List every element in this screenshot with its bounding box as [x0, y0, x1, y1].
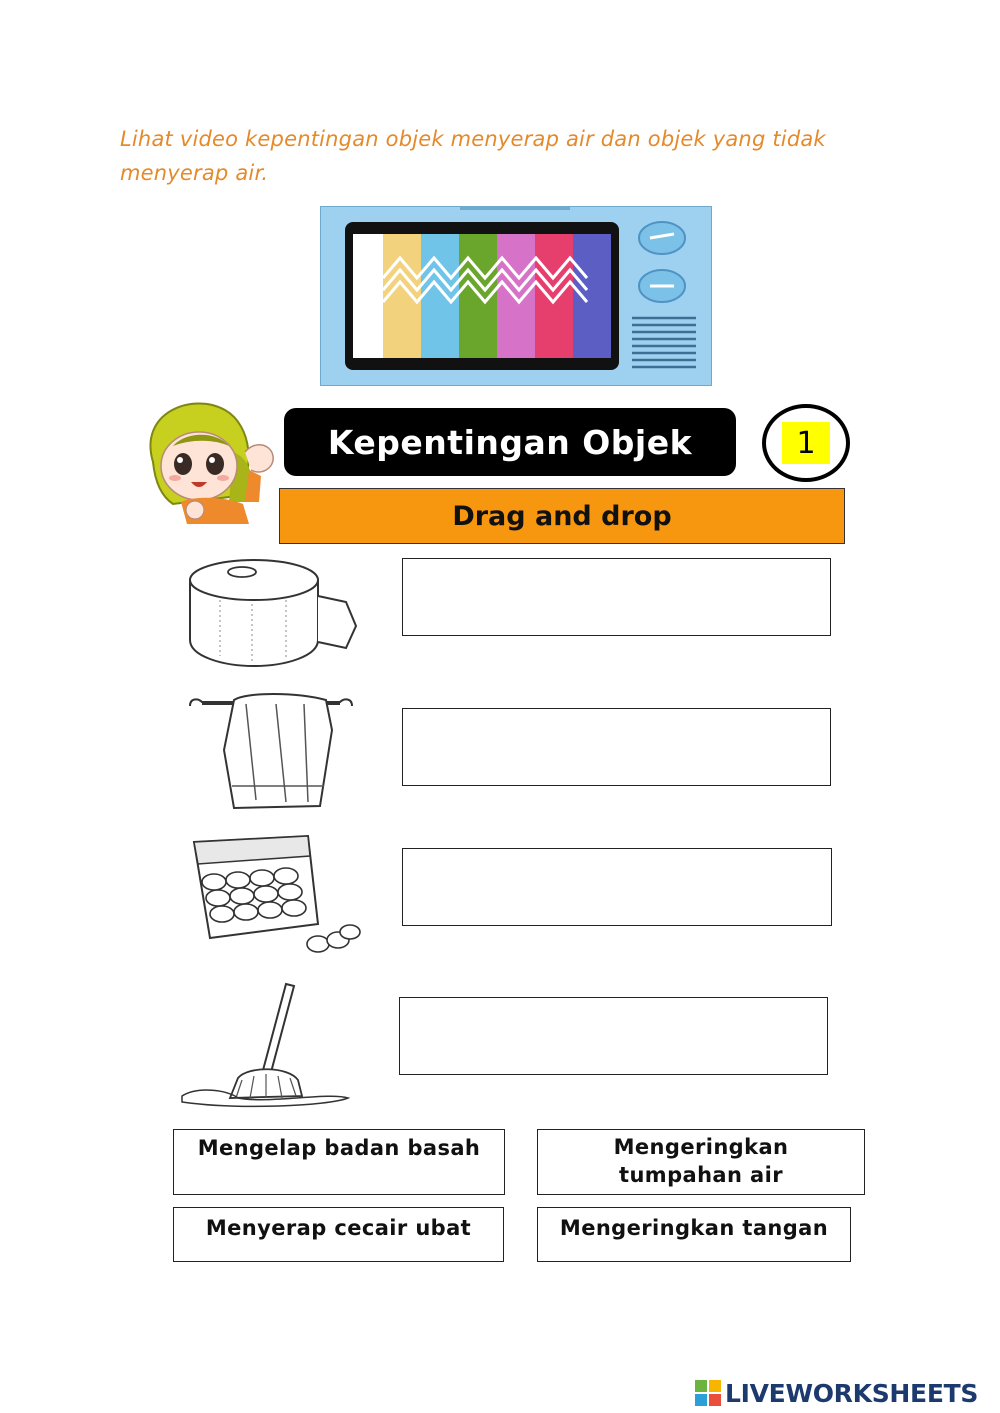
girl-character-icon	[133, 392, 285, 532]
toilet-paper-icon	[186, 556, 362, 668]
number-badge	[762, 404, 850, 482]
activity-banner	[279, 488, 845, 544]
brand-mark-icon	[695, 1380, 721, 1406]
cotton-balls-icon	[190, 834, 364, 958]
brand-logo	[695, 1376, 995, 1410]
towel-icon	[186, 690, 356, 812]
mop-icon	[178, 980, 354, 1110]
video-tv-icon[interactable]	[320, 206, 712, 386]
title-banner	[284, 408, 736, 476]
activity-label: Drag and drop	[452, 500, 672, 532]
brand-name: LIVEWORKSHEETS	[725, 1378, 979, 1408]
drop-zone-3[interactable]	[402, 848, 832, 926]
option-card[interactable]: Menyerap cecair ubat	[173, 1207, 504, 1262]
page-title: Kepentingan Objek	[327, 422, 693, 462]
option-card[interactable]: Mengeringkan tangan	[537, 1207, 851, 1262]
drop-zone-4[interactable]	[399, 997, 828, 1075]
drop-zone-1[interactable]	[402, 558, 831, 636]
number-label: 1	[782, 422, 830, 464]
drop-zone-2[interactable]	[402, 708, 831, 786]
option-card[interactable]: Mengeringkan tumpahan air	[537, 1129, 865, 1195]
instruction-text: Lihat video kepentingan objek menyerap air dan objek yang tidak menyerap air.	[120, 127, 826, 185]
option-card[interactable]: Mengelap badan basah	[173, 1129, 505, 1195]
